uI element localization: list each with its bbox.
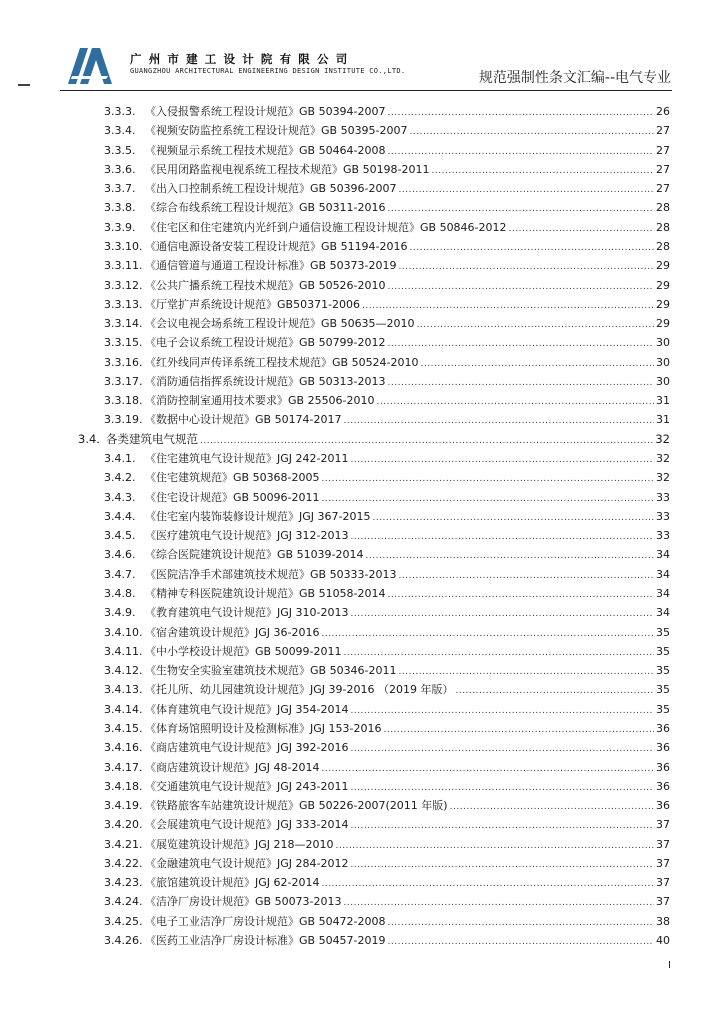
toc-entry-title: 《出入口控制系统工程设计规范》GB 50396-2007 [145,182,397,196]
toc-entry[interactable] [104,527,670,544]
toc-entry[interactable] [104,392,670,409]
toc-entry-page: 30 [656,336,670,350]
toc-entry-title: 《厅堂扩声系统设计规范》GB50371-2006 [145,297,361,311]
toc-entry-number: 3.4.20. [104,818,143,832]
toc-entry[interactable] [104,334,670,351]
toc-entry-number: 3.4.22. [104,856,143,870]
toc-entry[interactable] [104,199,670,216]
toc-entry-number: 3.3.17. [104,374,143,388]
toc-entry-number: 3.4.24. [104,895,143,909]
toc-entry-title: 《医药工业洁净厂房设计标准》GB 50457-2019 [145,934,386,948]
toc-entry-title: 《托儿所、幼儿园建筑设计规范》JGJ 39-2016 （2019 年版） [145,683,454,697]
toc-entry-number: 3.3.14. [104,317,143,331]
toc-leader-dots [388,587,654,604]
toc-entry-page: 37 [656,895,670,909]
toc-entry[interactable] [104,373,670,390]
toc-entry-number: 3.4.23. [104,876,143,890]
toc-entry-title: 《住宅区和住宅建筑内光纤到户通信设施工程设计规范》GB 50846-2012 [145,220,507,234]
toc-leader-dots [388,915,654,932]
toc-entry[interactable] [104,238,670,255]
toc-entry[interactable] [104,257,670,274]
toc-entry-title: 《住宅建筑电气设计规范》JGJ 242-2011 [145,452,349,466]
toc-entry-number: 3.4.15. [104,721,143,735]
toc-entry-title: 《电子会议系统工程设计规范》GB 50799-2012 [145,336,386,350]
toc-entry[interactable] [104,296,670,313]
toc-entry-page: 33 [656,509,670,523]
toc-entry-number: 3.3.6. [104,162,136,176]
toc-entry-page: 32 [656,471,670,485]
toc-entry-title: 《体育场馆照明设计及检测标准》JGJ 153-2016 [145,721,382,735]
toc-entry-page: 35 [656,644,670,658]
toc-leader-dots [399,182,654,199]
toc-leader-dots [388,201,654,218]
toc-leader-dots [350,780,654,797]
toc-leader-dots [366,548,654,565]
toc-leader-dots [350,452,654,469]
toc-leader-dots [350,818,654,835]
toc-entry-number: 3.4.2. [104,471,136,485]
toc-entry-page: 33 [656,529,670,543]
toc-leader-dots [350,857,654,874]
toc-entry[interactable] [104,508,670,525]
toc-leader-dots [372,510,654,527]
toc-entry[interactable] [104,411,670,428]
toc-entry-title: 《洁净厂房设计规范》GB 50073-2013 [145,895,342,909]
toc-leader-dots [350,529,654,546]
toc-leader-dots [388,336,654,353]
toc-entry-title: 《视频安防监控系统工程设计规范》GB 50395-2007 [145,124,408,138]
toc-entry-number: 3.3.9. [104,220,136,234]
toc-entry-number: 3.4.8. [104,587,136,600]
toc-entry-title: 《医院洁净手术部建筑技术规范》GB 50333-2013 [145,567,397,581]
toc-entry[interactable] [104,662,670,679]
toc-entry-title: 《入侵报警系统工程设计规范》GB 50394-2007 [145,105,386,118]
toc-entry-number: 3.4. [78,431,100,446]
toc-entry-title: 《住宅设计规范》GB 50096-2011 [145,490,320,504]
toc-section-heading[interactable] [78,431,670,448]
toc-entry-page: 37 [656,876,670,890]
toc-entry[interactable] [104,489,670,506]
page-number: I [668,960,671,971]
toc-entry-page: 31 [656,413,670,427]
toc-entry-page: 29 [656,278,670,292]
toc-entry-title: 《展览建筑设计规范》JGJ 218—2010 [145,837,334,851]
toc-entry[interactable] [104,681,670,698]
toc-entry[interactable] [104,624,670,641]
toc-entry[interactable] [104,836,670,853]
toc-entry-number: 3.3.12. [104,278,143,292]
toc-entry-title: 各类建筑电气规范 [106,431,198,446]
company-name-en: GUANGZHOU ARCHITECTURAL ENGINEERING DESIGN INSTITUTE CO.,LTD. [130,67,406,75]
toc-entry-number: 3.3.19. [104,413,143,427]
toc-entry-number: 3.3.15. [104,336,143,350]
toc-entry[interactable] [104,180,670,197]
toc-leader-dots [388,144,654,161]
toc-leader-dots [388,934,654,951]
toc-entry-number: 3.4.26. [104,934,143,948]
toc-entry-number: 3.3.8. [104,201,136,215]
toc-entry-page: 30 [656,355,670,369]
toc-leader-dots [455,683,654,700]
toc-leader-dots [421,356,654,373]
toc-entry-page: 29 [656,297,670,311]
toc-leader-dots [388,375,654,392]
toc-entry[interactable] [104,161,670,178]
toc-entry-page: 37 [656,837,670,851]
toc-entry[interactable] [104,739,670,756]
toc-leader-dots [344,895,654,912]
toc-entry-number: 3.3.13. [104,297,143,311]
toc-entry-number: 3.4.7. [104,567,136,581]
toc-entry[interactable] [104,277,670,294]
toc-entry-number: 3.4.21. [104,837,143,851]
toc-entry-number: 3.4.14. [104,702,143,716]
toc-entry-number: 3.3.5. [104,143,136,157]
toc-entry-title: 《宿舍建筑设计规范》JGJ 36-2016 [145,625,320,639]
toc-entry-number: 3.4.13. [104,683,143,697]
toc-entry[interactable] [104,778,670,795]
toc-entry-title: 《商店建筑电气设计规范》JGJ 392-2016 [145,741,349,755]
toc-entry-page: 27 [656,124,670,138]
toc-entry-title: 《生物安全实验室建筑技术规范》GB 50346-2011 [145,664,397,678]
toc-entry-number: 3.4.9. [104,606,136,620]
toc-leader-dots [362,298,654,315]
toc-entry-number: 3.4.16. [104,741,143,755]
toc-leader-dots [344,645,654,662]
toc-entry-page: 28 [656,239,670,253]
toc-leader-dots [383,722,654,739]
toc-entry-page: 36 [656,779,670,793]
toc-leader-dots [417,317,654,334]
toc-leader-dots [322,471,654,488]
toc-entry-page: 36 [656,760,670,774]
toc-entry[interactable] [104,219,670,236]
toc-entry-page: 35 [656,683,670,697]
toc-entry-title: 《公共广播系统工程技术规范》GB 50526-2010 [145,278,386,292]
header-rule [60,90,672,91]
toc-entry-title: 《会展建筑电气设计规范》JGJ 333-2014 [145,818,349,832]
toc-entry-number: 3.4.5. [104,529,136,543]
toc-leader-dots [377,394,654,411]
toc-entry-number: 3.4.18. [104,779,143,793]
toc-entry-title: 《住宅室内装饰装修设计规范》JGJ 367-2015 [145,509,371,523]
toc-entry-page: 35 [656,625,670,639]
toc-entry[interactable] [104,585,670,602]
toc-entry[interactable] [104,893,670,910]
toc-entry-number: 3.3.7. [104,182,136,196]
toc-entry-page: 40 [656,934,670,948]
toc-entry-title: 《医疗建筑电气设计规范》JGJ 312-2013 [145,529,349,543]
toc-entry-number: 3.4.17. [104,760,143,774]
toc-entry-page: 28 [656,220,670,234]
toc-entry-number: 3.4.11. [104,644,143,658]
toc-entry-page: 36 [656,741,670,755]
toc-entry[interactable] [104,142,670,159]
toc-entry-title: 《教育建筑电气设计规范》JGJ 310-2013 [145,606,349,620]
company-name-cn: 广州市建工设计院有限公司 [130,52,355,66]
toc-entry-title: 《金融建筑电气设计规范》JGJ 284-2012 [145,856,349,870]
toc-entry-title: 《会议电视会场系统工程设计规范》GB 50635—2010 [145,317,415,331]
toc-entry-number: 3.4.12. [104,664,143,678]
toc-entry-number: 3.4.3. [104,490,136,504]
toc-entry-page: 34 [656,567,670,581]
toc-entry-page: 29 [656,317,670,331]
toc-entry-page: 34 [656,548,670,562]
toc-entry-title: 《视频显示系统工程技术规范》GB 50464-2008 [145,143,386,157]
page-header [0,0,723,92]
toc-leader-dots [350,606,654,623]
toc-leader-dots [321,626,654,643]
toc-entry[interactable] [104,604,670,621]
toc-entry[interactable] [104,932,670,949]
toc-entry-title: 《交通建筑电气设计规范》JGJ 243-2011 [145,779,349,793]
toc-entry[interactable] [104,720,670,737]
toc-entry-title: 《综合医院建筑设计规范》GB 51039-2014 [145,548,364,562]
toc-entry-number: 3.4.25. [104,914,143,928]
toc-entry[interactable] [104,469,670,486]
toc-leader-dots [410,240,654,257]
toc-entry-title: 《电子工业洁净厂房设计规范》GB 50472-2008 [145,914,386,928]
toc-entry-title: 《数据中心设计规范》GB 50174-2017 [145,413,342,427]
toc-leader-dots [399,568,654,585]
toc-entry-title: 《铁路旅客车站建筑设计规范》GB 50226-2007(2011 年版) [145,799,448,813]
toc-entry-title: 《红外线同声传译系统工程技术规范》GB 50524-2010 [145,355,419,369]
toc-entry-page: 32 [656,452,670,466]
toc-entry[interactable] [104,874,670,891]
toc-entry-page: 26 [656,105,670,118]
toc-entry-page: 37 [656,856,670,870]
toc-leader-dots [399,664,654,681]
toc-entry-page: 36 [656,721,670,735]
toc-entry-number: 3.3.18. [104,394,143,408]
toc-entry-page: 29 [656,259,670,273]
toc-entry[interactable] [104,797,670,814]
toc-entry-page: 28 [656,201,670,215]
toc-entry[interactable] [104,354,670,371]
toc-entry[interactable] [104,103,670,120]
toc-entry-number: 3.3.16. [104,355,143,369]
toc-leader-dots [321,761,654,778]
toc-entry-page: 27 [656,143,670,157]
toc-entry-page: 35 [656,664,670,678]
toc-entry[interactable] [104,546,670,563]
toc-entry[interactable] [104,315,670,332]
toc-entry[interactable] [104,643,670,660]
toc-leader-dots [200,433,653,450]
document-title: 规范强制性条文汇编--电气专业 [478,70,671,86]
toc-entry-page: 31 [656,394,670,408]
toc-leader-dots [509,221,654,238]
toc-entry-page: 34 [656,606,670,620]
toc-entry-title: 《综合布线系统工程设计规范》GB 50311-2016 [145,201,386,215]
toc-entry-page: 30 [656,374,670,388]
toc-entry-page: 27 [656,162,670,176]
toc-leader-dots [432,163,654,180]
toc-entry[interactable] [104,913,670,930]
toc-leader-dots [350,703,654,720]
margin-mark [18,84,30,86]
toc-entry[interactable] [104,122,670,139]
toc-leader-dots [410,124,654,141]
toc-entry-page: 27 [656,182,670,196]
toc-entry-number: 3.4.19. [104,799,143,813]
toc-entry-title: 《精神专科医院建筑设计规范》GB 51058-2014 [145,587,386,600]
toc-entry-title: 《体育建筑电气设计规范》JGJ 354-2014 [145,702,349,716]
toc-entry-number: 3.4.1. [104,452,136,466]
toc-entry-page: 32 [655,431,670,446]
toc-entry-number: 3.3.10. [104,239,143,253]
toc-entry[interactable] [104,450,670,467]
toc-entry[interactable] [104,816,670,833]
toc-entry-number: 3.4.6. [104,548,136,562]
toc-entry-title: 《旅馆建筑设计规范》JGJ 62-2014 [145,876,320,890]
toc-entry-page: 36 [656,799,670,813]
toc-entry-title: 《消防控制室通用技术要求》GB 25506-2010 [145,394,375,408]
toc-entry[interactable] [104,855,670,872]
toc-entry-title: 《消防通信指挥系统设计规范》GB 50313-2013 [145,374,386,388]
toc-leader-dots [321,876,654,893]
toc-leader-dots [388,105,654,122]
toc-entry-number: 3.3.4. [104,124,136,138]
toc-leader-dots [336,838,655,855]
toc-entry[interactable] [104,701,670,718]
toc-entry-number: 3.3.3. [104,105,136,118]
toc-entry-page: 38 [656,914,670,928]
toc-entry-title: 《通信电源设备安装工程设计规范》GB 51194-2016 [145,239,408,253]
toc-leader-dots [450,799,654,816]
toc-entry[interactable] [104,566,670,583]
toc-entry-title: 《住宅建筑规范》GB 50368-2005 [145,471,320,485]
toc-leader-dots [399,259,654,276]
toc-entry-page: 33 [656,490,670,504]
toc-leader-dots [350,741,654,758]
toc-entry-title: 《通信管道与通道工程设计标准》GB 50373-2019 [145,259,397,273]
toc-entry-page: 34 [656,587,670,600]
toc-leader-dots [344,413,654,430]
toc-entry-title: 《民用闭路监视电视系统工程技术规范》GB 50198-2011 [145,162,430,176]
toc-entry-number: 3.4.10. [104,625,143,639]
toc-leader-dots [322,491,654,508]
company-logo-icon [68,48,112,84]
toc-entry-number: 3.4.4. [104,509,136,523]
toc-entry-page: 37 [656,818,670,832]
toc-leader-dots [388,279,654,296]
toc-entry-title: 《中小学校设计规范》GB 50099-2011 [145,644,342,658]
toc-entry-title: 《商店建筑设计规范》JGJ 48-2014 [145,760,320,774]
toc-entry[interactable] [104,759,670,776]
toc-entry-number: 3.3.11. [104,259,143,273]
toc-entry-page: 35 [656,702,670,716]
